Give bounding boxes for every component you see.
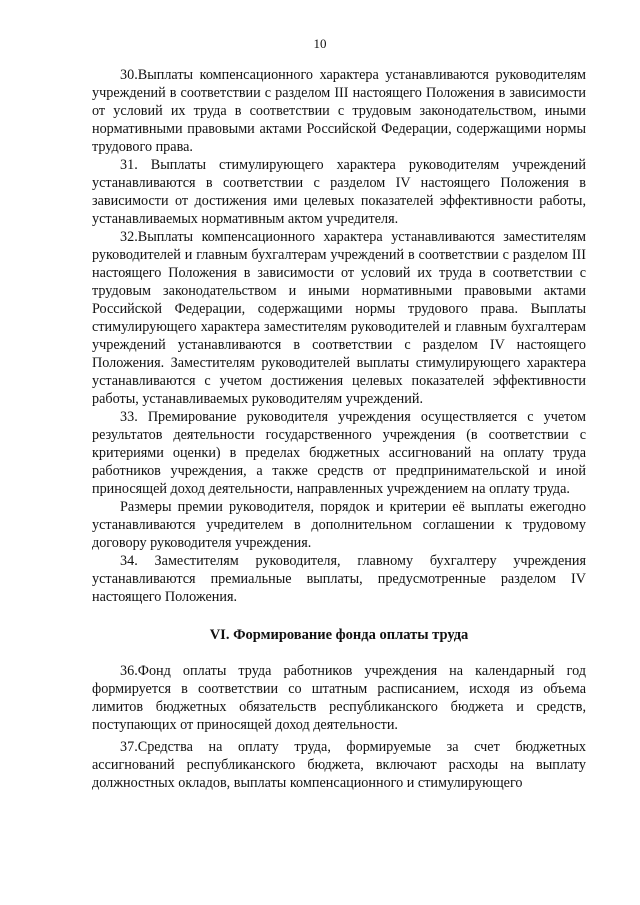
paragraph-36: 36.Фонд оплаты труда работников учреждения на календарный год формируется в соответствии со штатным расписанием, исходя из объема лимитов бюджетных обязательств республиканского бюджета и средств, поступающих от приносящей доход деятельности. — [92, 663, 586, 733]
paragraph-34: 34. Заместителям руководителя, главному бухгалтеру учреждения устанавливаются премиальные выплаты, предусмотренные разделом IV настоящего Положения. — [92, 553, 586, 605]
page-number: 10 — [313, 36, 327, 51]
paragraph-31: 31. Выплаты стимулирующего характера руководителям учреждений устанавливаются в соответствии с разделом IV настоящего Положения в зависимости от достижения ими целевых показателей эффективности работы, устанавливаемых нормативным актом учредителя. — [92, 157, 586, 227]
document-body — [92, 66, 586, 792]
paragraph-30: 30.Выплаты компенсационного характера устанавливаются руководителям учреждений в соответствии с разделом III настоящего Положения в зависимости от условий их труда в соответствии с трудовым законодательством, иными нормативными правовыми актами Российской Федерации, содержащими нормы трудового права. — [92, 67, 586, 155]
paragraph-33: 33. Премирование руководителя учреждения осуществляется с учетом результатов деятельности государственного учреждения (в соответствии с критериями оценки) в пределах бюджетных ассигнований на оплату труда работников учреждения, а также средств от предпринимательской и иной приносящей доход деятельности, направленных учреждением на оплату труда. — [92, 409, 586, 497]
section-heading: VI. Формирование фонда оплаты труда — [209, 627, 469, 643]
paragraph-37: 37.Средства на оплату труда, формируемые за счет бюджетных ассигнований республиканского бюджета, включают расходы на выплату должностных окладов, выплаты компенсационного и стимулирующего — [92, 739, 586, 791]
paragraph-32: 32.Выплаты компенсационного характера устанавливаются заместителям руководителей и главным бухгалтерам учреждений в соответствии с разделом III настоящего Положения в зависимости от условий их труда в соответствии с трудовым законодательством и иными нормативными правовыми актами Российской Федерации, содержащими нормы трудового права. Выплаты стимулирующего характера заместителям руководителей и главным бухгалтерам учреждений устанавливаются в соответствии с разделом IV настоящего Положения. Заместителям руководителей выплаты стимулирующего характера устанавливаются с учетом достижения целевых показателей эффективности работы, устанавливаемых руководителям учреждений. — [92, 229, 586, 407]
paragraph-bonus-size: Размеры премии руководителя, порядок и критерии её выплаты ежегодно устанавливаются учредителем в дополнительном соглашении к трудовому договору руководителя учреждения. — [92, 499, 586, 551]
